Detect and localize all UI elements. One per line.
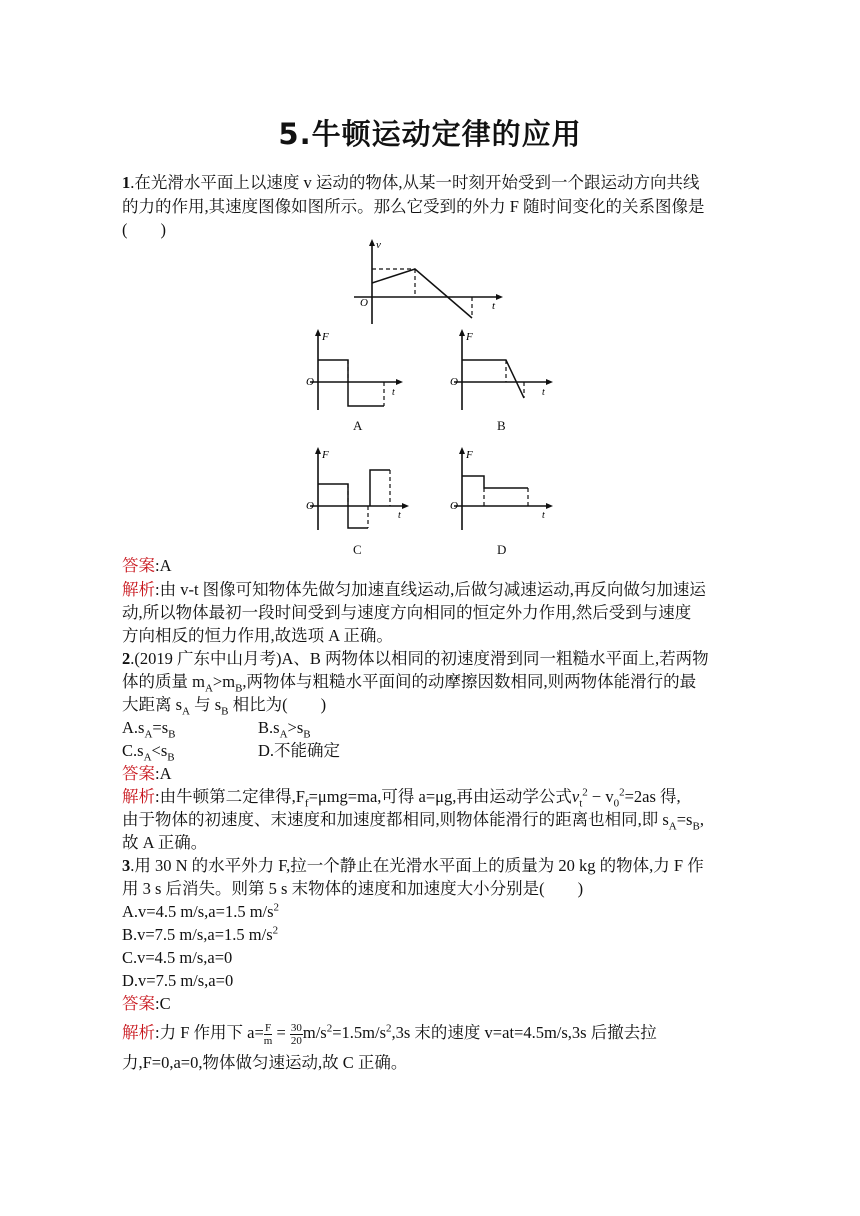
q1-stem-line2: 的力的作用,其速度图像如图所示。那么它受到的外力 F 随时间变化的关系图像是 (122, 197, 705, 216)
page-title: 5.牛顿运动定律的应用 (278, 117, 582, 151)
fraction-30-over-20: $\frac{30}{20}$ (290, 1021, 302, 1047)
q2-analysis-line1: 解析:由牛顿第二定律得$,F_f=\mu mg=ma$,可得 a=μg,再由运动学公式$v_t^2 - v_0^2=2as$ 得, (122, 786, 681, 810)
q2-stem-line2: 体的质量 $m_A>m_B$,两物体与粗糙水平面间的动摩擦因数相同,则两物体能滑行的最 (122, 672, 697, 695)
q2-option-b: $B.s_A>s_B$ (258, 718, 311, 741)
q1-stem-text1: .在光滑水平面上以速度 v 运动的物体,从某一时刻开始受到一个跟运动方向共线 (130, 173, 700, 192)
q3-option-a: A.v=4.5 m/s,a=1.5 $m/s^2$ (122, 901, 280, 921)
q1-stem-line3: ( ) (122, 220, 166, 239)
q2-answer: 答案:A (122, 764, 172, 783)
q2-stem-line1 (122, 648, 709, 670)
f-axis-label-a: F (322, 331, 329, 343)
t-axis-label-b: t (542, 387, 545, 398)
f-axis-label-c: F (322, 449, 329, 461)
v-curve (372, 269, 472, 318)
q2-analysis-line2: 由于物体的初速度、末速度和加速度都相同,则物体能滑行的距离也相同,即 $s_A=s_B$, (122, 810, 704, 833)
option-d-label: D (497, 542, 507, 557)
f-axis-label-d: F (466, 449, 473, 461)
origin-label: O (360, 297, 368, 309)
velocity-time-graph (340, 236, 510, 332)
q2-option-c: $C.s_A<s_B$ (122, 741, 175, 764)
t-axis-label-c: t (398, 510, 401, 521)
q1-analysis-line3: 方向相反的恒力作用,故选项 A 正确。 (122, 626, 393, 645)
origin-label-b: O (450, 376, 458, 388)
analysis-label: 解析 (122, 580, 155, 599)
q1-analysis-line2: 动,所以物体最初一段时间受到与速度方向相同的恒定外力作用,然后受到与速度 (122, 603, 692, 622)
q2-number: 2 (122, 649, 131, 668)
q1-analysis-line1 (122, 579, 706, 601)
q1-analysis-text1: :由 v-t 图像可知物体先做匀加速直线运动,后做匀减速运动,再反向做匀加速运 (155, 580, 706, 599)
q1-answer-value: :A (155, 556, 172, 575)
q3-option-b: B.v=7.5 m/s,a=1.5 $m/s^2$ (122, 924, 279, 944)
q3-analysis-line1: 解析:力 F 作用下 a= $\frac{F}{m}$ = $\frac{30}{20}$ $m/s^2=1.5m/s^2,3s$ 末的速度 v=at=4.5m/s,3s 后撤去拉 (122, 1021, 657, 1047)
fraction-f-over-m: $\frac{F}{m}$ (263, 1021, 273, 1047)
t-axis-label-d: t (542, 510, 545, 521)
t-axis-label: t (492, 300, 496, 312)
origin-label-a: O (306, 376, 314, 388)
option-c-graph (300, 444, 415, 540)
option-b-label: B (497, 418, 506, 433)
q2-analysis-line3: 故 A 正确。 (122, 833, 208, 852)
q3-stem-line2: 用 3 s 后消失。则第 5 s 末物体的速度和加速度大小分别是( ) (122, 879, 584, 898)
q2-option-d: D.不能确定 (258, 741, 341, 760)
option-d-graph (444, 444, 559, 540)
q3-stem-line1: 3.用 30 N 的水平外力 F,拉一个静止在光滑水平面上的质量为 20 kg 的物体,力 F 作 (122, 856, 704, 875)
option-a-label: A (353, 418, 363, 433)
origin-label-d: O (450, 500, 458, 512)
q2-stem-line3: 大距离 $s_A$ 与 $s_B$ 相比为( ) (122, 695, 327, 718)
q3-option-d: D.v=7.5 m/s,a=0 (122, 971, 234, 990)
q1-stem-line1 (122, 172, 700, 194)
q3-analysis-line2: 力,F=0,a=0,物体做匀速运动,故 C 正确。 (122, 1053, 408, 1072)
origin-label-c: O (306, 500, 314, 512)
q3-number: 3 (122, 856, 131, 875)
q1-answer (122, 555, 172, 577)
option-c-label: C (353, 542, 362, 557)
q1-number: 1 (122, 173, 131, 192)
answer-label: 答案 (122, 556, 155, 575)
q2-stem-text1: .(2019 广东中山月考)A、B 两物体以相同的初速度滑到同一粗糙水平面上,若两物 (130, 649, 709, 668)
v-axis-label: v (376, 239, 381, 251)
q3-option-c: C.v=4.5 m/s,a=0 (122, 948, 233, 967)
t-axis-label-a: t (392, 387, 395, 398)
q3-answer: 答案:C (122, 994, 171, 1013)
f-axis-label-b: F (466, 331, 473, 343)
q2-option-a: $A.s_A=s_B$ (122, 718, 176, 741)
